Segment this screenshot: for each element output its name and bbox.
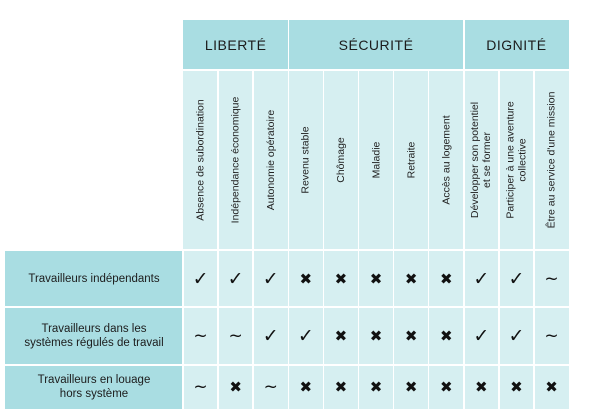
cross-icon: ✖ [288, 365, 323, 409]
column-divider [217, 70, 219, 409]
column-header-label: Absence de subordination [194, 99, 207, 221]
column-header [218, 70, 253, 250]
tilde-icon: ~ [183, 307, 218, 365]
column-header-label: Autonomie opératoire [264, 109, 277, 211]
cross-icon: ✖ [323, 250, 358, 307]
group-divider [463, 20, 465, 70]
check-icon: ✓ [253, 307, 288, 365]
row-header: Travailleurs indépendants [5, 250, 183, 307]
tilde-icon: ~ [534, 307, 569, 365]
cross-icon: ✖ [499, 365, 534, 409]
cross-icon: ✖ [359, 307, 394, 365]
check-icon: ✓ [253, 250, 288, 307]
cross-icon: ✖ [323, 365, 358, 409]
cross-icon: ✖ [429, 250, 464, 307]
cross-icon: ✖ [534, 365, 569, 409]
cross-icon: ✖ [323, 307, 358, 365]
column-header [429, 70, 464, 250]
column-divider [323, 70, 325, 409]
row-divider [5, 249, 569, 251]
column-header [534, 70, 569, 250]
column-divider [252, 70, 254, 409]
row-header: Travailleurs dans les systèmes régulés de travail [5, 307, 183, 365]
column-header-label: Être au service d'une mission [545, 91, 558, 229]
cross-icon: ✖ [288, 250, 323, 307]
column-header-label: Participer à une aventure collective [504, 101, 529, 219]
tilde-icon: ~ [534, 250, 569, 307]
group-header-0: LIBERTÉ [183, 20, 288, 70]
tilde-icon: ~ [218, 307, 253, 365]
check-icon: ✓ [499, 250, 534, 307]
cross-icon: ✖ [394, 365, 429, 409]
cross-icon: ✖ [464, 365, 499, 409]
cross-icon: ✖ [394, 250, 429, 307]
group-divider [288, 20, 290, 70]
column-header-label: Retraite [405, 141, 418, 179]
column-divider [498, 70, 500, 409]
column-header-label: Revenu stable [299, 126, 312, 194]
column-divider [428, 70, 430, 409]
column-divider [533, 70, 535, 409]
check-icon: ✓ [464, 307, 499, 365]
row-divider [5, 364, 569, 366]
column-divider [358, 70, 360, 409]
column-header-label: Développer son potentiel et se former [469, 101, 494, 219]
column-header [359, 70, 394, 250]
column-header-label: Accès au logement [440, 115, 453, 205]
column-header [288, 70, 323, 250]
group-header-1: SÉCURITÉ [288, 20, 464, 70]
check-icon: ✓ [183, 250, 218, 307]
group-header-2: DIGNITÉ [464, 20, 569, 70]
row-divider [5, 306, 569, 308]
column-divider [463, 70, 465, 409]
cross-icon: ✖ [359, 250, 394, 307]
check-icon: ✓ [499, 307, 534, 365]
row-divider [183, 69, 569, 71]
column-header [183, 70, 218, 250]
column-divider [393, 70, 395, 409]
check-icon: ✓ [288, 307, 323, 365]
column-header [394, 70, 429, 250]
row-header-divider [182, 250, 184, 409]
tilde-icon: ~ [183, 365, 218, 409]
column-divider [288, 70, 290, 409]
cross-icon: ✖ [218, 365, 253, 409]
column-header [253, 70, 288, 250]
cross-icon: ✖ [429, 307, 464, 365]
check-icon: ✓ [464, 250, 499, 307]
row-header: Travailleurs en louage hors système [5, 365, 183, 409]
column-header-label: Maladie [370, 141, 383, 179]
cross-icon: ✖ [394, 307, 429, 365]
column-header [499, 70, 534, 250]
cross-icon: ✖ [429, 365, 464, 409]
column-header-label: Indépendance économique [229, 96, 242, 224]
cross-icon: ✖ [359, 365, 394, 409]
column-header [464, 70, 499, 250]
check-icon: ✓ [218, 250, 253, 307]
column-header [323, 70, 358, 250]
column-header-label: Chômage [334, 137, 347, 183]
tilde-icon: ~ [253, 365, 288, 409]
